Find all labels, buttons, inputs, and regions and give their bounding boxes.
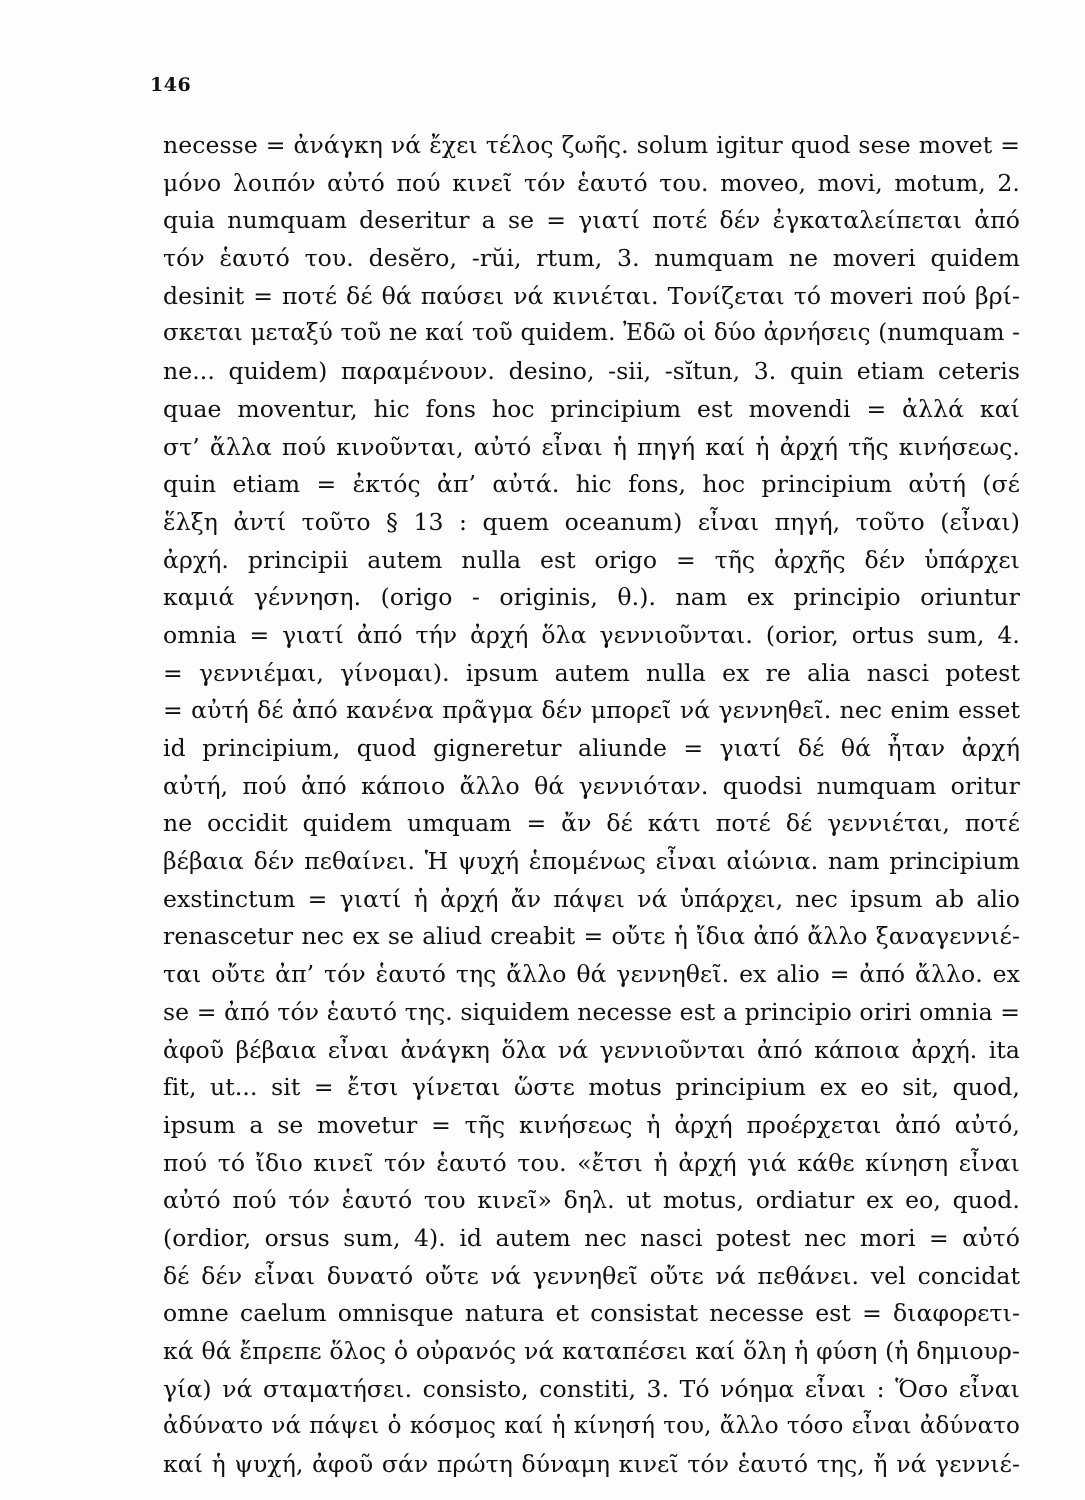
text-line: omne caelum omnisque natura et consistat necesse est = διαφορετι- bbox=[163, 1299, 1020, 1328]
text-line: κά θά ἔπρεπε ὅλος ὁ οὐρανός νά καταπέσει καί ὅλη ἡ φύση (ἡ δημιουρ- bbox=[163, 1337, 1020, 1365]
text-line: = γεννιέμαι, γίνομαι). ipsum autem nulla ex re alia nasci potest bbox=[163, 658, 1020, 687]
text-line: ne... quidem) παραμένουν. desino, -sii, -sĭtun, 3. quin etiam ceteris bbox=[163, 357, 1020, 386]
text-line: ἀρχή. principii autem nulla est origo = τῆς ἀρχῆς δέν ὑπάρχει bbox=[163, 545, 1020, 574]
text-line: se = ἀπό τόν ἑαυτό της. siquidem necesse est a principio oriri omnia = bbox=[163, 997, 1021, 1026]
text-line: δέ δέν εἶναι δυνατό οὔτε νά γεννηθεῖ οὔτε νά πεθάνει. vel concidat bbox=[163, 1261, 1020, 1290]
text-line: ἕλξη ἀντί τοῦτο § 13 : quem oceanum) εἶναι πηγή, τοῦτο (εἶναι) bbox=[163, 507, 1020, 536]
text-line: στ’ ἄλλα πού κινοῦνται, αὐτό εἶναι ἡ πηγή καί ἡ ἀρχή τῆς κινήσεως. bbox=[163, 432, 1020, 461]
text-line: βέβαια δέν πεθαίνει. Ἡ ψυχή ἑπομένως εἶναι αἰώνια. nam principium bbox=[163, 847, 1020, 876]
text-line: quia numquam deseritur a se = γιατί ποτέ δέν ἐγκαταλείπεται ἀπό bbox=[163, 206, 1020, 235]
text-line: καμιά γέννηση. (origo - originis, θ.). nam ex principio oriuntur bbox=[163, 583, 1020, 612]
text-line: = αὐτή δέ ἀπό κανένα πρᾶγμα δέν μπορεῖ νά γεννηθεῖ. nec enim esset bbox=[163, 696, 1020, 725]
text-line: quin etiam = ἐκτός ἀπ’ αὐτά. hic fons, hoc principium αὐτή (σέ bbox=[163, 470, 1020, 499]
text-line: necesse = ἀνάγκη νά ἔχει τέλος ζωῆς. solum igitur quod sese movet = bbox=[163, 131, 1020, 159]
page-number: 146 bbox=[150, 74, 192, 96]
commentary-text bbox=[163, 127, 1020, 1484]
text-line: fit, ut... sit = ἔτσι γίνεται ὥστε motus principium ex eo sit, quod, bbox=[163, 1073, 1020, 1102]
text-line: αὐτό πού τόν ἑαυτό του κινεῖ» δηλ. ut motus, ordiatur ex eo, quod. bbox=[163, 1186, 1020, 1215]
text-line: exstinctum = γιατί ἡ ἀρχή ἄν πάψει νά ὑπάρχει, nec ipsum ab alio bbox=[163, 884, 1020, 913]
text-line: γία) νά σταματήσει. consisto, constiti, 3. Τό νόημα εἶναι : Ὅσο εἶναι bbox=[163, 1374, 1020, 1403]
text-line: ἀφοῦ βέβαια εἶναι ἀνάγκη ὅλα νά γεννιοῦνται ἀπό κάποια ἀρχή. ita bbox=[163, 1035, 1020, 1064]
text-line: ne occidit quidem umquam = ἄν δέ κάτι ποτέ δέ γεννιέται, ποτέ bbox=[163, 809, 1020, 838]
text-line: σκεται μεταξύ τοῦ ne καί τοῦ quidem. Ἐδῶ οἱ δύο ἀρνήσεις (numquam - bbox=[163, 320, 1020, 347]
text-line: μόνο λοιπόν αὐτό πού κινεῖ τόν ἑαυτό του. moveo, movi, motum, 2. bbox=[163, 168, 1020, 197]
text-line: quae moventur, hic fons hoc principium est movendi = ἀλλά καί bbox=[163, 394, 1020, 423]
text-line: πού τό ἴδιο κινεῖ τόν ἑαυτό του. «ἔτσι ἡ ἀρχή γιά κάθε κίνηση εἶναι bbox=[163, 1148, 1020, 1177]
text-line: omnia = γιατί ἀπό τήν ἀρχή ὅλα γεννιοῦνται. (orior, ortus sum, 4. bbox=[163, 620, 1020, 649]
text-line: renascetur nec ex se aliud creabit = οὔτε ἡ ἴδια ἀπό ἄλλο ξαναγεννιέ- bbox=[163, 922, 1020, 951]
text-line: τόν ἑαυτό του. desĕro, -rŭi, rtum, 3. numquam ne moveri quidem bbox=[163, 244, 1020, 273]
text-line: καί ἡ ψυχή, ἀφοῦ σάν πρώτη δύναμη κινεῖ τόν ἑαυτό της, ἤ νά γεννιέ- bbox=[163, 1450, 1020, 1479]
text-line: ται οὔτε ἀπ’ τόν ἑαυτό της ἄλλο θά γεννηθεῖ. ex alio = ἀπό ἄλλο. ex bbox=[163, 960, 1020, 989]
text-line: ipsum a se movetur = τῆς κινήσεως ἡ ἀρχή προέρχεται ἀπό αὐτό, bbox=[163, 1110, 1020, 1139]
text-line: αὐτή, πού ἀπό κάποιο ἄλλο θά γεννιόταν. quodsi numquam oritur bbox=[163, 771, 1020, 800]
text-line: desinit = ποτέ δέ θά παύσει νά κινιέται. Τονίζεται τό moveri πού βρί- bbox=[163, 281, 1020, 310]
text-line: (ordior, orsus sum, 4). id autem nec nasci potest nec mori = αὐτό bbox=[163, 1223, 1020, 1252]
text-line: id principium, quod gigneretur aliunde = γιατί δέ θά ἦταν ἀρχή bbox=[163, 734, 1020, 762]
text-line: ἀδύνατο νά πάψει ὁ κόσμος καί ἡ κίνησή του, ἄλλο τόσο εἶναι ἀδύνατο bbox=[163, 1413, 1020, 1440]
